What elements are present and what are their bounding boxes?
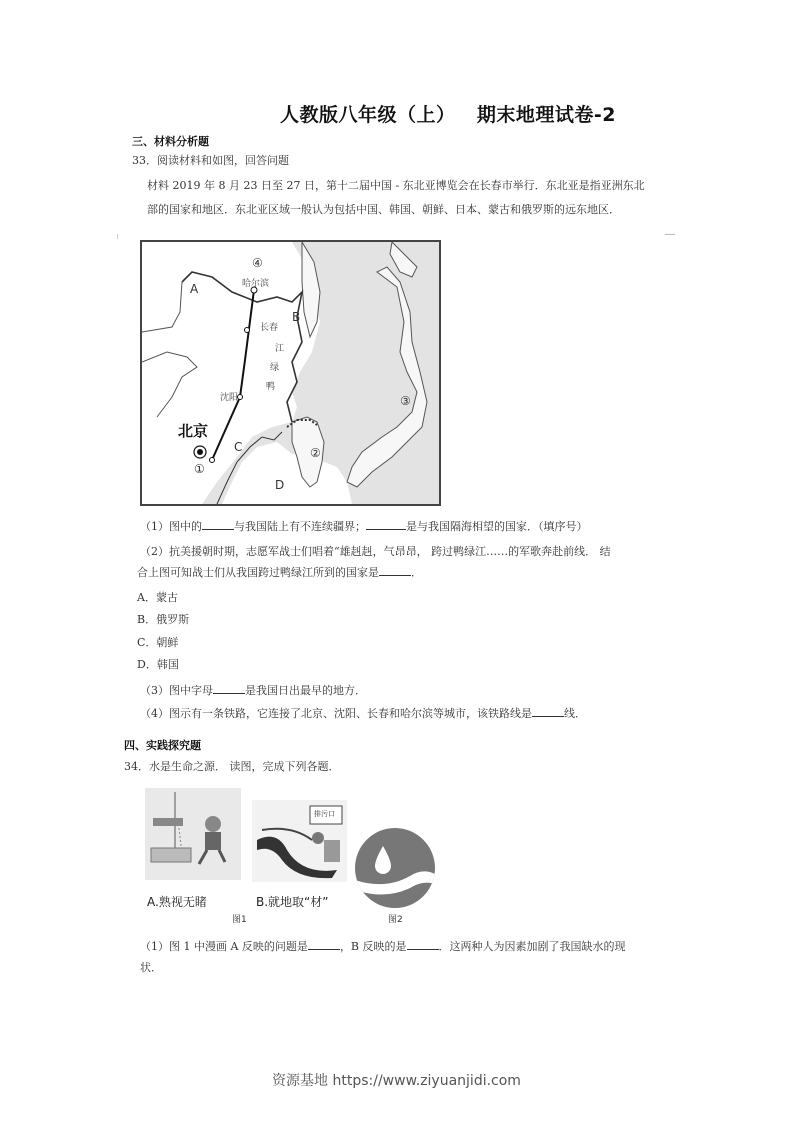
cartoon-a-drawing — [145, 788, 241, 880]
section-heading-practice-inquiry: 四、实践探究题 — [124, 739, 201, 752]
map-label-beijing: 北京 — [178, 422, 209, 440]
material-line-1: 材料 2019 年 8 月 23 日至 27 日，第十二届中国 - 东北亚博览会在长春市举行．东北亚是指亚洲东北 — [147, 179, 645, 192]
map-label-yalu-2: 绿 — [270, 363, 280, 373]
map-drawing — [142, 242, 439, 504]
cartoon-b-image — [252, 800, 347, 882]
cartoon-b-sign: 排污口 — [314, 810, 335, 818]
map-label-shenyang: 沈阳 — [220, 393, 239, 403]
map-label-3: ③ — [400, 394, 411, 408]
map-label-yalu-1: 江 — [275, 344, 285, 354]
figure-1-label: 图1 — [232, 915, 247, 925]
margin-mark-right — [665, 234, 675, 241]
page-title: 人教版八年级（上） 期末地理试卷-2 — [280, 104, 616, 126]
cartoon-a-caption: A.熟视无睹 — [147, 895, 207, 909]
q34-sub1-line2: 状． — [140, 961, 162, 974]
answer-blank-34-1b[interactable] — [407, 938, 439, 950]
northeast-asia-map — [140, 240, 441, 506]
answer-blank-1b[interactable] — [366, 518, 406, 530]
q33-sub1: （1）图中的 与我国陆上有不连续疆界； 是与我国隔海相望的国家．（填序号） — [140, 520, 588, 533]
option-d[interactable]: D．韩国 — [137, 658, 179, 671]
map-label-1: ① — [194, 462, 205, 476]
footer-watermark: 资源基地 https://www.ziyuanjidi.com — [272, 1073, 521, 1089]
q33-sub2-line2: 合上图可知战士们从我国跨过鸭绿江所到的国家是 ． — [137, 566, 422, 579]
map-label-b: B — [292, 310, 301, 324]
cartoon-b-caption: B.就地取“材” — [256, 895, 329, 909]
answer-blank-2[interactable] — [379, 564, 411, 576]
answer-blank-1a[interactable] — [202, 518, 234, 530]
map-label-2: ② — [310, 446, 321, 460]
answer-blank-3[interactable] — [213, 682, 245, 694]
q33-sub2-line1: （2）抗美援朝时期，志愿军战士们唱着“雄赳赳，气昂昂， 跨过鸭绿江……的军歌奔赴前线． 结 — [140, 545, 611, 558]
material-line-2: 部的国家和地区．东北亚区域一般认为包括中国、韩国、朝鲜、日本、蒙古和俄罗斯的远东地区． — [147, 203, 620, 216]
map-label-changchun: 长春 — [260, 323, 279, 333]
q33-sub4: （4）图示有一条铁路，它连接了北京、沈阳、长春和哈尔滨等城市，该铁路线是 线． — [140, 707, 586, 720]
option-a[interactable]: A．蒙古 — [137, 591, 178, 604]
map-label-4: ④ — [252, 256, 263, 270]
map-label-harbin: 哈尔滨 — [242, 279, 270, 289]
answer-blank-34-1a[interactable] — [308, 938, 340, 950]
q34-sub1-line1: （1）图 1 中漫画 A 反映的问题是 ，B 反映的是 ．这两种人为因素加剧了我国缺水的现 — [140, 940, 626, 953]
q33-sub3: （3）图中字母 是我国日出最早的地方． — [140, 684, 366, 697]
cartoon-a-image — [145, 788, 241, 880]
answer-blank-4[interactable] — [532, 705, 564, 717]
option-c[interactable]: C．朝鲜 — [137, 636, 179, 649]
figure-2-label: 图2 — [388, 915, 403, 925]
margin-mark-left — [117, 234, 119, 239]
map-label-yalu-3: 鸭 — [266, 382, 276, 392]
map-label-a: A — [190, 282, 199, 296]
map-label-d: D — [275, 478, 285, 492]
question-33-stem: 33．阅读材料和如图，回答问题 — [132, 154, 289, 167]
water-saving-logo — [355, 828, 435, 908]
map-label-c: C — [234, 440, 243, 454]
section-heading-material-analysis: 三、材料分析题 — [132, 135, 209, 148]
option-b[interactable]: B．俄罗斯 — [137, 613, 190, 626]
water-drop-icon — [355, 828, 435, 908]
question-34-stem: 34．水是生命之源． 读图，完成下列各题． — [124, 760, 340, 773]
